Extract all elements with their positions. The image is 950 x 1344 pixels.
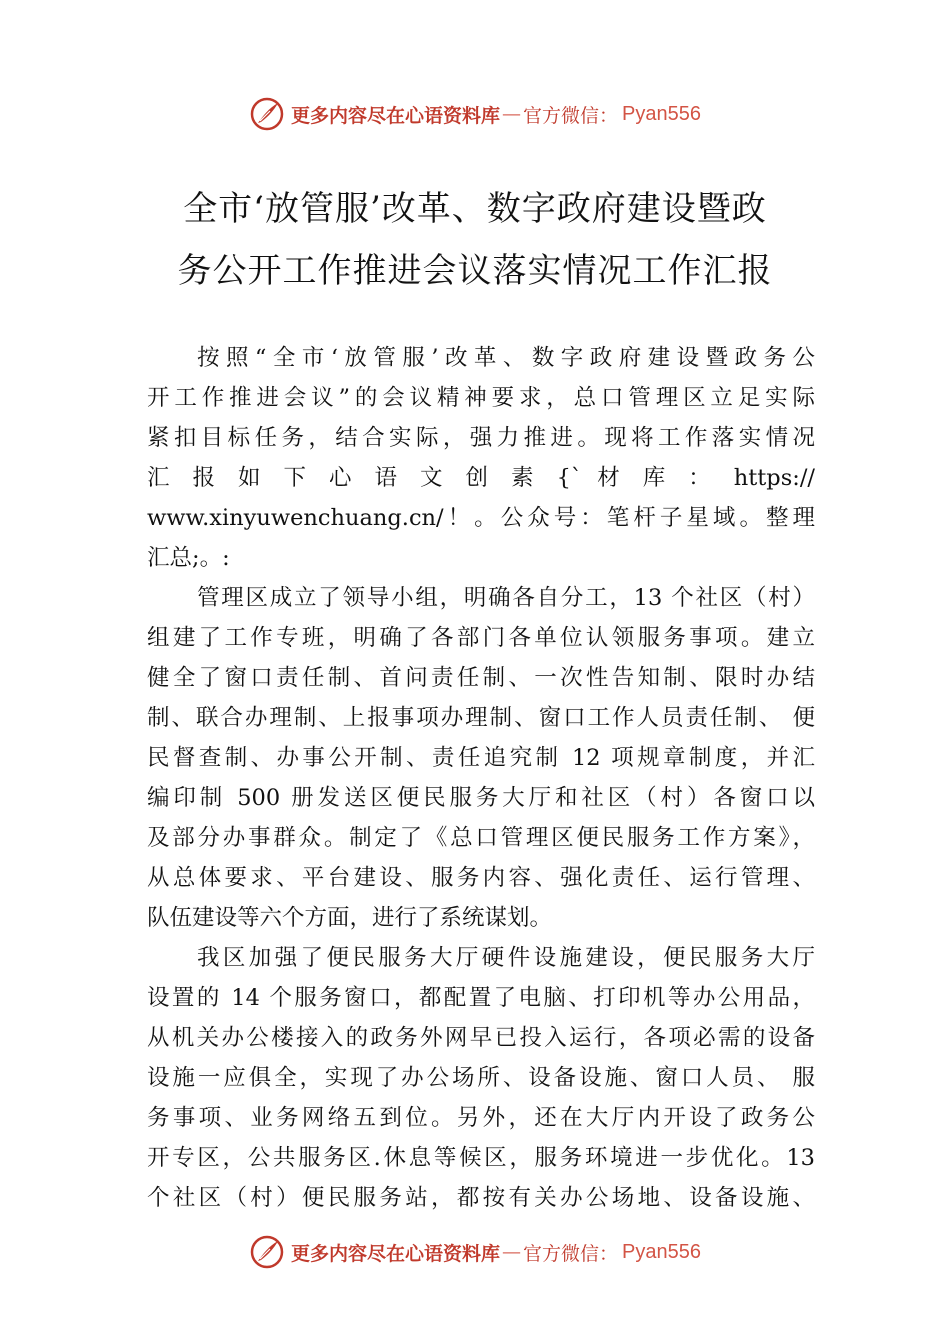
header-watermark [0,92,950,136]
paragraph-line: 民督查制、办事公开制、责任追究制 12 项规章制度，并汇 [147,745,815,771]
paragraph-line: 紧扣目标任务，结合实际，强力推进。现将工作落实情况 [147,425,815,451]
paragraph-line: 制、联合办理制、上报事项办理制、窗口工作人员责任制、 便 [147,705,815,731]
paragraph-line: 组建了工作专班，明确了各部门各单位认领服务事项。建立 [147,625,815,651]
paragraph-line: 管理区成立了领导小组，明确各自分工，13 个社区（村） [197,585,815,611]
document-title [100,178,850,302]
title-line-1: 全市‘放管服’改革、数字政府建设暨政 [183,189,767,229]
paragraph-line: 开专区，公共服务区.休息等候区，服务环境进一步优化。13 [147,1145,815,1171]
watermark-wechat-label: 官方微信： [523,104,619,127]
paragraph-line: 我区加强了便民服务大厅硬件设施建设，便民服务大厅 [197,945,815,971]
paragraph-line: 健全了窗口责任制、首问责任制、一次性告知制、限时办结 [147,665,815,691]
paragraph-2 [147,578,815,938]
paragraph-line: 按照“全市‘放管服’改革、数字政府建设暨政务公 [197,345,815,371]
footer-watermark [0,1230,950,1274]
quill-logo-icon [249,1234,285,1270]
watermark-text: 更多内容尽在心语资料库 [291,104,501,127]
paragraph-line: 及部分办事群众。制定了《总口管理区便民服务工作方案》， [147,825,815,851]
document-body [147,338,815,1218]
paragraph-line: 从总体要求、平台建设、服务内容、强化责任、运行管理、 [147,865,815,891]
watermark-wechat-label: 官方微信： [523,1242,619,1265]
quill-logo-icon [249,96,285,132]
paragraph-line: 开工作推进会议”的会议精神要求，总口管理区立足实际 [147,385,815,411]
paragraph-line: 汇 报 如 下 心 语 文 创 素 {` 材 库 ： https:// [147,465,815,491]
watermark-separator: — [502,1241,522,1263]
paragraph-line: 从机关办公楼接入的政务外网早已投入运行，各项必需的设备 [147,1025,815,1051]
paragraph-line: 个社区（村）便民服务站，都按有关办公场地、设备设施、 [147,1185,815,1211]
paragraph-line: www.xinyuwenchuang.cn/！。公众号：笔杆子星域。整理 [147,505,815,531]
paragraph-line: 设置的 14 个服务窗口，都配置了电脑、打印机等办公用品， [147,985,815,1011]
paragraph-line: 务事项、业务网络五到位。另外，还在大厅内开设了政务公 [147,1105,815,1131]
paragraph-line: 汇总;。: [147,545,230,571]
paragraph-3 [147,938,815,1218]
watermark-wechat-id: Pyan556 [622,1240,701,1263]
paragraph-line: 设施一应俱全，实现了办公场所、设备设施、窗口人员、 服 [147,1065,815,1091]
paragraph-1 [147,338,815,578]
title-line-2: 务公开工作推进会议落实情况工作汇报 [177,251,773,291]
watermark-wechat-id: Pyan556 [622,102,701,125]
paragraph-line: 队伍建设等六个方面，进行了系统谋划。 [147,905,553,931]
watermark-text: 更多内容尽在心语资料库 [291,1242,501,1265]
paragraph-line: 编印制 500 册发送区便民服务大厅和社区（村）各窗口以 [147,785,815,811]
watermark-separator: — [502,103,522,125]
